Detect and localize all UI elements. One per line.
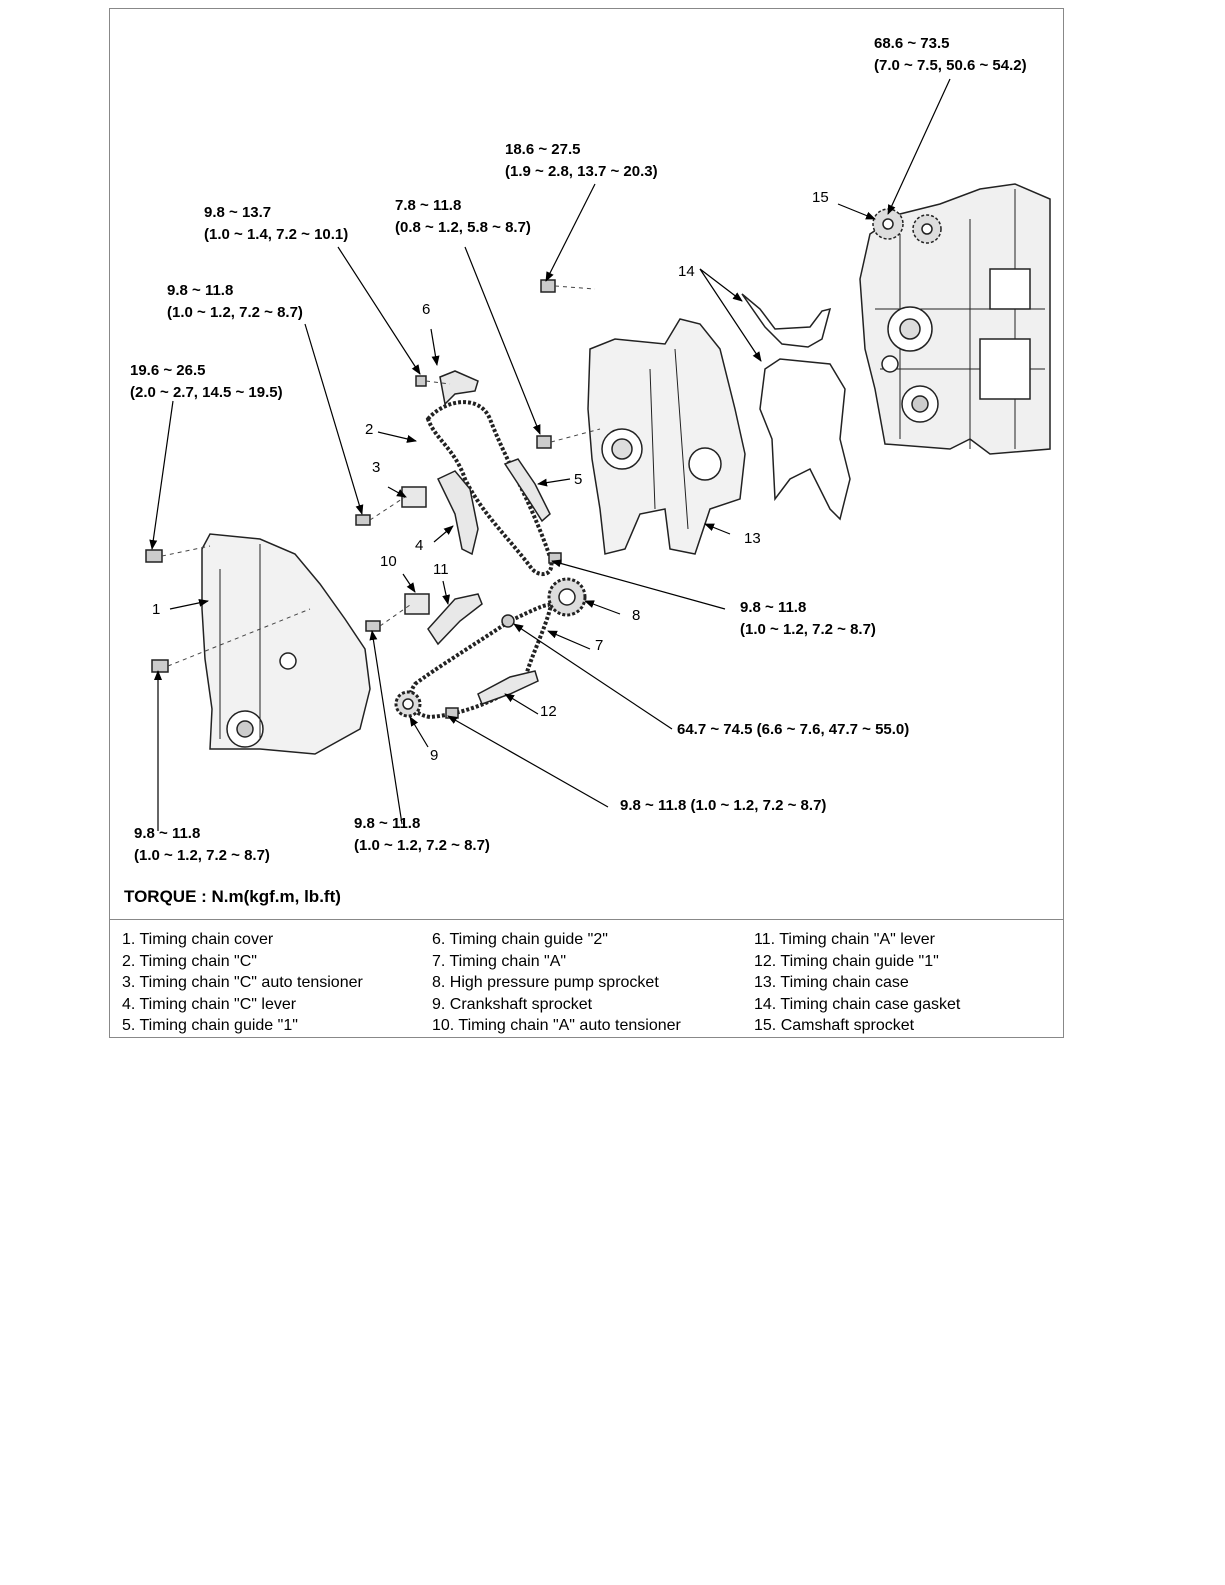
torque-range: 7.8 ~ 11.8 xyxy=(395,197,462,214)
legend-item: 13. Timing chain case xyxy=(754,974,909,991)
legend-item: 1. Timing chain cover xyxy=(122,931,274,948)
torque-range: 9.8 ~ 11.8 xyxy=(740,599,807,616)
torque-range: 9.8 ~ 11.8 xyxy=(354,815,421,832)
callout-9: 9 xyxy=(430,747,439,764)
diagram-frame xyxy=(109,8,1064,1038)
torque-spec-guide-bolt xyxy=(204,202,348,246)
callout-7: 7 xyxy=(595,637,604,654)
timing-chain-a-lever xyxy=(428,594,482,644)
legend-item: 2. Timing chain "C" xyxy=(122,952,257,970)
timing-chain-case-gasket xyxy=(742,294,850,519)
legend-item: 12. Timing chain guide "1" xyxy=(754,952,939,970)
torque-spec-case-bolt-lower xyxy=(395,195,531,239)
legend-item: 14. Timing chain case gasket xyxy=(754,995,961,1013)
torque-spec-tensioner-c-bolt xyxy=(167,280,303,324)
legend-column-1 xyxy=(122,929,363,1037)
torque-range: 64.7 ~ 74.5 (6.6 ~ 7.6, 47.7 ~ 55.0) xyxy=(677,721,910,738)
legend-item: 4. Timing chain "C" lever xyxy=(122,995,297,1013)
torque-range-alt-units: (1.9 ~ 2.8, 13.7 ~ 20.3) xyxy=(505,163,658,180)
legend-item: 8. High pressure pump sprocket xyxy=(432,974,659,991)
torque-spec-cover-bolt-upper xyxy=(130,360,283,404)
torque-range: 19.6 ~ 26.5 xyxy=(130,362,206,379)
torque-range: 18.6 ~ 27.5 xyxy=(505,141,581,158)
timing-chain-cover xyxy=(202,534,370,754)
torque-spec-guide-c-bolt xyxy=(740,597,876,641)
torque-range-alt-units: (1.0 ~ 1.4, 7.2 ~ 10.1) xyxy=(204,226,349,243)
torque-unit-note: TORQUE : N.m(kgf.m, lb.ft) xyxy=(124,887,341,906)
torque-range-alt-units: (2.0 ~ 2.7, 14.5 ~ 19.5) xyxy=(130,384,283,401)
callout-14: 14 xyxy=(678,263,695,280)
legend-item: 7. Timing chain "A" xyxy=(432,952,567,970)
legend-item: 5. Timing chain guide "1" xyxy=(122,1017,298,1034)
callout-1: 1 xyxy=(152,601,161,618)
timing-chain-guide-2 xyxy=(440,371,478,404)
legend-divider xyxy=(110,919,1063,920)
callout-13: 13 xyxy=(744,530,761,547)
legend-item: 10. Timing chain "A" auto tensioner xyxy=(432,1017,681,1034)
legend-item: 6. Timing chain guide "2" xyxy=(432,931,608,948)
torque-spec-cover-bolt-lower xyxy=(134,823,270,867)
timing-chain-guide-1 xyxy=(478,671,538,704)
callout-2: 2 xyxy=(365,421,374,438)
timing-chain-a-tensioner xyxy=(405,594,429,614)
callout-11: 11 xyxy=(433,561,449,578)
torque-range-alt-units: (1.0 ~ 1.2, 7.2 ~ 8.7) xyxy=(167,304,303,321)
torque-range-alt-units: (1.0 ~ 1.2, 7.2 ~ 8.7) xyxy=(740,621,876,638)
crankshaft-sprocket xyxy=(396,692,420,716)
timing-chain-case xyxy=(588,319,745,554)
legend-item: 3. Timing chain "C" auto tensioner xyxy=(122,974,363,991)
sprocket-bolt xyxy=(502,615,514,627)
high-pressure-pump-sprocket xyxy=(549,579,585,615)
parts-legend xyxy=(110,929,1063,1037)
torque-range: 9.8 ~ 11.8 xyxy=(167,282,234,299)
torque-spec-case-bolt-upper xyxy=(505,139,658,183)
legend-item: 15. Camshaft sprocket xyxy=(754,1017,915,1034)
timing-chain-guide-c xyxy=(505,459,550,521)
callout-15: 15 xyxy=(812,189,829,206)
legend-item: 9. Crankshaft sprocket xyxy=(432,995,593,1013)
torque-range-alt-units: (1.0 ~ 1.2, 7.2 ~ 8.7) xyxy=(354,837,490,854)
torque-range: 9.8 ~ 11.8 xyxy=(134,825,201,842)
torque-range: 9.8 ~ 11.8 (1.0 ~ 1.2, 7.2 ~ 8.7) xyxy=(620,797,827,814)
torque-range-alt-units: (1.0 ~ 1.2, 7.2 ~ 8.7) xyxy=(134,847,270,864)
exploded-view-figure xyxy=(110,9,1065,921)
torque-spec-guide-1-bolt xyxy=(620,795,826,817)
legend-column-2 xyxy=(432,929,681,1037)
callout-3: 3 xyxy=(372,459,381,476)
callout-5: 5 xyxy=(574,471,583,488)
callout-4: 4 xyxy=(415,537,424,554)
legend-item: 11. Timing chain "A" lever xyxy=(754,931,935,948)
callout-8: 8 xyxy=(632,607,641,624)
callout-12: 12 xyxy=(540,703,557,720)
torque-range: 9.8 ~ 13.7 xyxy=(204,204,272,221)
torque-spec-tensioner-a-bolt xyxy=(354,813,490,857)
torque-range-alt-units: (7.0 ~ 7.5, 50.6 ~ 54.2) xyxy=(874,57,1027,74)
torque-range: 68.6 ~ 73.5 xyxy=(874,35,950,52)
torque-range-alt-units: (0.8 ~ 1.2, 5.8 ~ 8.7) xyxy=(395,219,531,236)
timing-chain-c-lever xyxy=(438,471,478,554)
torque-spec-pump-sprocket-bolt xyxy=(677,719,909,741)
legend-column-3 xyxy=(754,929,960,1037)
torque-spec-camshaft-sprocket xyxy=(874,33,1027,77)
callout-10: 10 xyxy=(380,553,397,570)
callout-6: 6 xyxy=(422,301,431,318)
